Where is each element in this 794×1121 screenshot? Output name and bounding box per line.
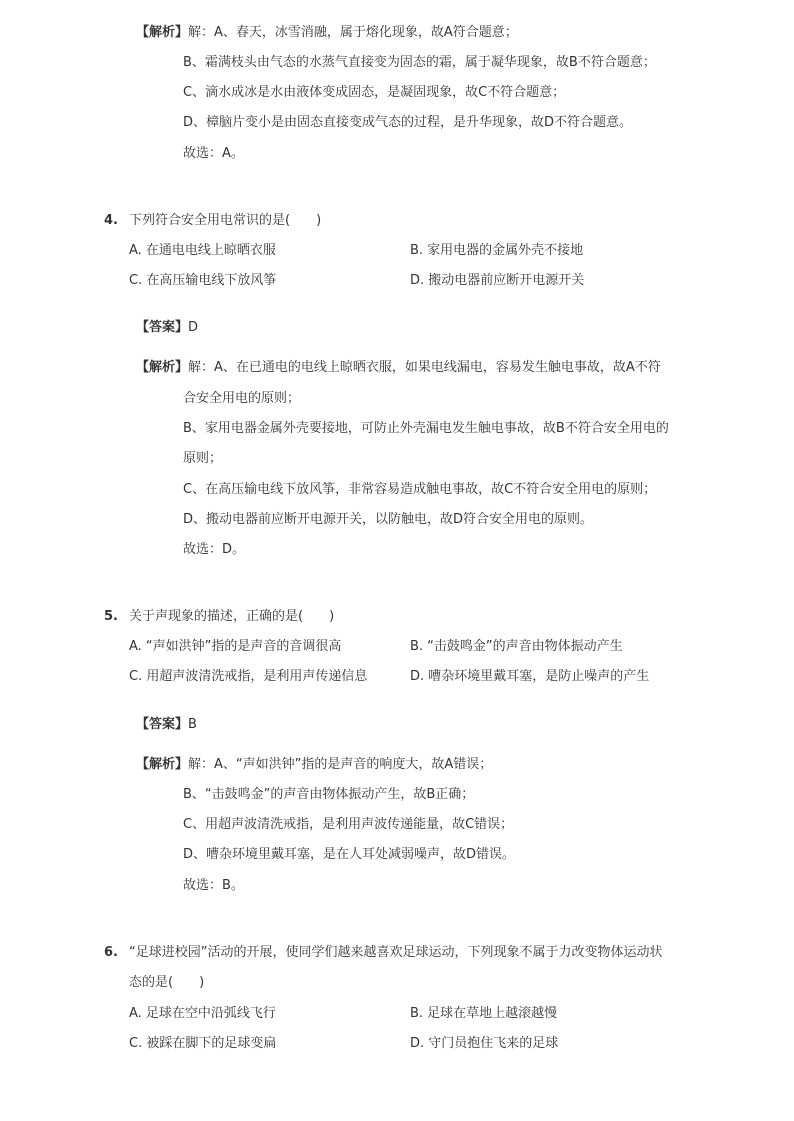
q4-analysis-line-4: 原则； bbox=[183, 451, 223, 466]
q5-analysis-line-3: C、用超声波清洗戒指，是利用声波传递能量，故C错误； bbox=[183, 817, 514, 832]
q6-option-c: C. 被踩在脚下的足球变扁 bbox=[129, 1036, 277, 1051]
q5-answer-value: B bbox=[188, 717, 197, 732]
q4-analysis-line-5: C、在高压输电线下放风筝，非常容易造成触电事故，故C不符合安全用电的原则； bbox=[183, 482, 657, 497]
q3-analysis-line-1 bbox=[136, 24, 518, 42]
q6-option-b: B. 足球在草地上越滚越慢 bbox=[410, 1006, 558, 1021]
q5-analysis-line-1 bbox=[136, 756, 492, 774]
q4-number: 4. bbox=[104, 213, 118, 228]
q5-analysis-line-2: B、“击鼓鸣金”的声音由物体振动产生，故B正确； bbox=[183, 787, 475, 802]
q4-option-b: B. 家用电器的金属外壳不接地 bbox=[410, 243, 584, 258]
q5-answer bbox=[136, 716, 197, 734]
q3-analysis-text-1: 解：A、春天，冰雪消融，属于熔化现象，故A符合题意； bbox=[188, 25, 518, 40]
q6-option-a: A. 足球在空中沿弧线飞行 bbox=[129, 1006, 276, 1021]
q4-option-d: D. 搬动电器前应断开电源开关 bbox=[410, 273, 585, 288]
q3-analysis-line-3: C、滴水成冰是水由液体变成固态，是凝固现象，故C不符合题意； bbox=[183, 85, 566, 100]
q4-answer bbox=[136, 319, 198, 337]
q3-analysis-label: 【解析】 bbox=[136, 25, 189, 40]
q5-answer-label: 【答案】 bbox=[136, 717, 189, 732]
q4-analysis-line-2: 合安全用电的原则； bbox=[183, 391, 301, 406]
q4-answer-label: 【答案】 bbox=[136, 320, 189, 335]
q5-option-d: D. 嘈杂环境里戴耳塞，是防止噪声的产生 bbox=[410, 669, 650, 684]
q4-stem: 下列符合安全用电常识的是( ) bbox=[129, 213, 322, 228]
q5-analysis-line-4: D、嘈杂环境里戴耳塞，是在人耳处减弱噪声，故D错误。 bbox=[183, 847, 516, 862]
q3-analysis-line-4: D、樟脑片变小是由固态直接变成气态的过程，是升华现象，故D不符合题意。 bbox=[183, 115, 633, 130]
q5-conclusion: 故选：B。 bbox=[183, 878, 244, 893]
q5-analysis-label: 【解析】 bbox=[136, 757, 189, 772]
q4-answer-value: D bbox=[188, 320, 199, 335]
q5-option-c: C. 用超声波清洗戒指，是利用声传递信息 bbox=[129, 669, 368, 684]
q6-number: 6. bbox=[104, 945, 118, 960]
q5-analysis-text-1: 解：A、“声如洪钟”指的是声音的响度大，故A错误； bbox=[188, 757, 493, 772]
q6-stem-line-1: “足球进校园”活动的开展，使同学们越来越喜欢足球运动，下列现象不属于力改变物体运动状 bbox=[129, 945, 663, 960]
q4-conclusion: 故选：D。 bbox=[183, 542, 246, 557]
q5-stem: 关于声现象的描述，正确的是( ) bbox=[129, 609, 335, 624]
q4-option-a: A. 在通电电线上晾晒衣服 bbox=[129, 243, 276, 258]
q6-option-d: D. 守门员抱住飞来的足球 bbox=[410, 1036, 559, 1051]
q4-option-c: C. 在高压输电线下放风筝 bbox=[129, 273, 277, 288]
q5-option-b: B. “击鼓鸣金”的声音由物体振动产生 bbox=[410, 639, 623, 654]
q5-number: 5. bbox=[104, 609, 118, 624]
q4-analysis-label: 【解析】 bbox=[136, 360, 189, 375]
q3-analysis-line-2: B、霜满枝头由气态的水蒸气直接变为固态的霜，属于凝华现象，故B不符合题意； bbox=[183, 55, 656, 70]
q4-analysis-line-6: D、搬动电器前应断开电源开关，以防触电，故D符合安全用电的原则。 bbox=[183, 512, 594, 527]
q4-analysis-text-1: 解：A、在已通电的电线上晾晒衣服，如果电线漏电，容易发生触电事故，故A不符 bbox=[188, 360, 661, 375]
q5-option-a: A. “声如洪钟”指的是声音的音调很高 bbox=[129, 639, 342, 654]
q6-stem-line-2: 态的是( ) bbox=[129, 975, 205, 990]
q4-analysis-line-1 bbox=[136, 359, 661, 377]
q3-conclusion: 故选：A。 bbox=[183, 146, 244, 161]
q4-analysis-line-3: B、家用电器金属外壳要接地，可防止外壳漏电发生触电事故，故B不符合安全用电的 bbox=[183, 421, 669, 436]
